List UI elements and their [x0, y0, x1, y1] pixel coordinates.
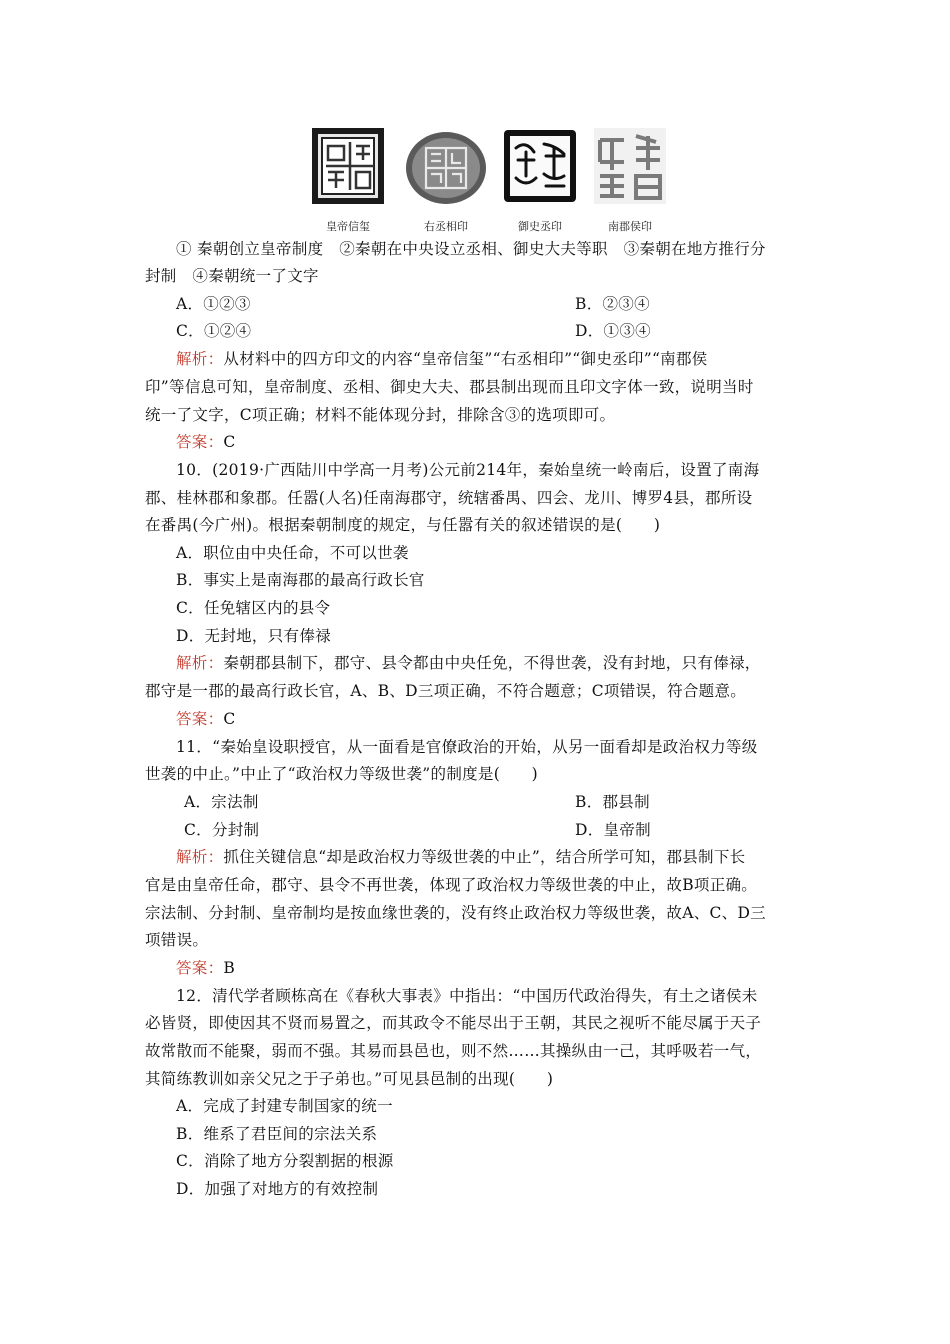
q12-option-d: D．加强了对地方的有效控制 [176, 1180, 379, 1198]
q12-option-b: B．维系了君臣间的宗法关系 [176, 1125, 378, 1143]
answer-label: 答案： [176, 710, 224, 728]
answer-label: 答案： [176, 433, 224, 451]
q9-option-b: B．②③④ [575, 295, 650, 313]
q11-option-a: A．宗法制 [184, 793, 259, 811]
q12-option-a: A．完成了封建专制国家的统一 [176, 1097, 393, 1115]
q10-stem-line-1: 10．(2019·广西陆川中学高一月考)公元前214年，秦始皇统一岭南后，设置了南海 [176, 461, 760, 479]
analysis-label: 解析： [176, 848, 224, 866]
analysis-label: 解析： [176, 654, 224, 672]
q10-analysis-line-1 [176, 653, 761, 673]
answer-value: C [223, 433, 236, 451]
q10-option-b: B．事实上是南海郡的最高行政长官 [176, 571, 425, 589]
q12-stem-line-2: 必皆贤，即使因其不贤而易置之，而其政令不能尽出于王朝，其民之视听不能尽属于天子 [145, 1014, 762, 1032]
seal-2 [404, 126, 488, 234]
q11-analysis-line-4: 项错误。 [145, 931, 209, 949]
q10-stem-line-3: 在番禺(今广州)。根据秦朝制度的规定，与任嚣有关的叙述错误的是( ) [145, 516, 661, 534]
q9-option-c: C．①②④ [176, 322, 252, 340]
analysis-text: 从材料中的四方印文的内容“皇帝信玺”“右丞相印”“御史丞印”“南郡侯 [223, 350, 708, 368]
analysis-text: 秦朝郡县制下，郡守、县令都由中央任免，不得世袭，没有封地，只有俸禄， [223, 654, 761, 672]
q10-option-c: C．任免辖区内的县令 [176, 599, 331, 617]
answer-value: C [223, 710, 236, 728]
q12-option-c: C．消除了地方分裂割据的根源 [176, 1152, 394, 1170]
q10-option-a: A．职位由中央任命，不可以世袭 [176, 544, 409, 562]
seal-round-icon [404, 126, 488, 206]
q9-answer [176, 432, 236, 452]
q11-option-c: C．分封制 [184, 821, 260, 839]
q11-analysis-line-1 [176, 847, 745, 867]
q10-option-d: D．无封地，只有俸禄 [176, 627, 331, 645]
analysis-text: 抓住关键信息“却是政治权力等级世袭的中止”，结合所学可知，郡县制下长 [223, 848, 746, 866]
q12-stem-line-3: 故常散而不能聚，弱而不强。其易而县邑也，则不然……其操纵由一己，其呼吸若一气， [145, 1042, 762, 1060]
q9-analysis-line-1 [176, 349, 708, 369]
seal-3 [502, 126, 578, 234]
q9-statements-line-1: ① 秦朝创立皇帝制度 ②秦朝在中央设立丞相、御史大夫等职 ③秦朝在地方推行分 [176, 240, 766, 258]
answer-value: B [223, 959, 236, 977]
q12-stem-line-4: 其简练教训如亲父兄之于子弟也。”可见县邑制的出现( ) [145, 1070, 554, 1088]
q11-option-b: B．郡县制 [575, 793, 650, 811]
q10-analysis-line-2: 郡守是一郡的最高行政长官，A、B、D三项正确，不符合题意；C项错误，符合题意。 [145, 682, 747, 700]
q9-option-d: D．①③④ [575, 322, 651, 340]
q10-answer [176, 709, 236, 729]
q9-analysis-line-2: 印”等信息可知，皇帝制度、丞相、御史大夫、郡县制出现而且印文字体一致，说明当时 [145, 378, 754, 396]
seal-light-icon [592, 126, 668, 206]
q11-option-d: D．皇帝制 [575, 821, 651, 839]
seal-1 [310, 126, 386, 234]
q9-option-a: A．①②③ [176, 295, 251, 313]
seal-square-icon [310, 126, 386, 206]
seal-caption: 御史丞印 [518, 220, 562, 233]
seal-4 [592, 126, 668, 234]
q11-analysis-line-2: 官是由皇帝任命，郡守、县令不再世袭，体现了政治权力等级世袭的中止，故B项正确。 [145, 876, 758, 894]
q9-statements-line-2: 封制 ④秦朝统一了文字 [145, 267, 319, 285]
q11-stem-line-2: 世袭的中止。”中止了“政治权力等级世袭”的制度是( ) [145, 765, 539, 783]
seal-caption: 南郡侯印 [608, 220, 652, 233]
seal-figure [310, 126, 670, 236]
q11-answer [176, 958, 235, 978]
analysis-label: 解析： [176, 350, 224, 368]
q11-stem-line-1: 11．“秦始皇设职授官，从一面看是官僚政治的开始，从另一面看却是政治权力等级 [176, 738, 758, 756]
q11-analysis-line-3: 宗法制、分封制、皇帝制均是按血缘世袭的，没有终止政治权力等级世袭，故A、C、D三 [145, 904, 766, 922]
seal-caption: 右丞相印 [424, 220, 468, 233]
seal-brush-icon [502, 126, 578, 206]
q12-stem-line-1: 12．清代学者顾栋高在《春秋大事表》中指出：“中国历代政治得失，有土之诸侯未 [176, 987, 758, 1005]
answer-label: 答案： [176, 959, 224, 977]
seal-caption: 皇帝信玺 [326, 220, 370, 233]
q9-analysis-line-3: 统一了文字，C项正确；材料不能体现分封，排除含③的选项即可。 [145, 406, 616, 424]
q10-stem-line-2: 郡、桂林郡和象郡。任嚣(人名)任南海郡守，统辖番禺、四会、龙川、博罗4县，郡所设 [145, 489, 753, 507]
